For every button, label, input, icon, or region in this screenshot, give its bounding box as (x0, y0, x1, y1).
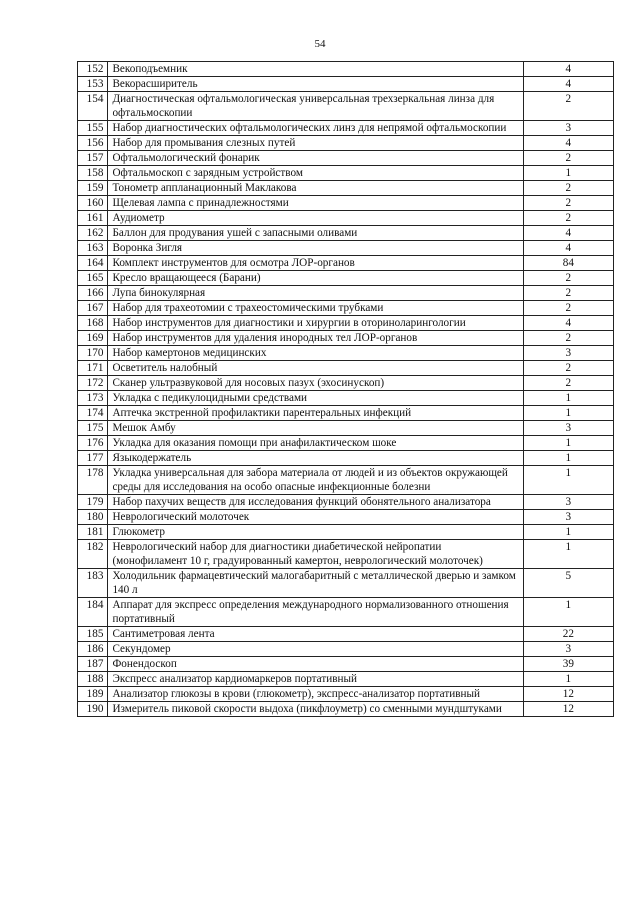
quantity-cell: 4 (523, 316, 613, 331)
item-name-cell: Осветитель налобный (108, 361, 523, 376)
item-name-cell: Набор для промывания слезных путей (108, 136, 523, 151)
table-row (78, 196, 614, 211)
row-number-cell: 167 (78, 301, 108, 316)
row-number-cell: 166 (78, 286, 108, 301)
table-row (78, 136, 614, 151)
table-row (78, 436, 614, 451)
equipment-table (77, 61, 614, 717)
quantity-cell: 2 (523, 181, 613, 196)
row-number-cell: 169 (78, 331, 108, 346)
quantity-cell: 3 (523, 121, 613, 136)
table-row (78, 627, 614, 642)
table-row (78, 62, 614, 77)
table-row (78, 77, 614, 92)
row-number-cell: 190 (78, 702, 108, 717)
quantity-cell: 12 (523, 702, 613, 717)
table-row (78, 569, 614, 598)
row-number-cell: 184 (78, 598, 108, 627)
row-number-cell: 158 (78, 166, 108, 181)
row-number-cell: 171 (78, 361, 108, 376)
row-number-cell: 162 (78, 226, 108, 241)
row-number-cell: 172 (78, 376, 108, 391)
quantity-cell: 1 (523, 166, 613, 181)
quantity-cell: 2 (523, 92, 613, 121)
item-name-cell: Щелевая лампа с принадлежностями (108, 196, 523, 211)
item-name-cell: Набор пахучих веществ для исследования функций обонятельного анализатора (108, 495, 523, 510)
quantity-cell: 2 (523, 361, 613, 376)
row-number-cell: 174 (78, 406, 108, 421)
row-number-cell: 152 (78, 62, 108, 77)
equipment-table-body (78, 62, 614, 717)
quantity-cell: 1 (523, 451, 613, 466)
row-number-cell: 175 (78, 421, 108, 436)
item-name-cell: Кресло вращающееся (Барани) (108, 271, 523, 286)
quantity-cell: 2 (523, 211, 613, 226)
item-name-cell: Аудиометр (108, 211, 523, 226)
item-name-cell: Неврологический молоточек (108, 510, 523, 525)
quantity-cell: 1 (523, 391, 613, 406)
item-name-cell: Векоподъемник (108, 62, 523, 77)
row-number-cell: 161 (78, 211, 108, 226)
page-number: 54 (314, 38, 326, 50)
table-row (78, 687, 614, 702)
table-row (78, 391, 614, 406)
table-row (78, 525, 614, 540)
row-number-cell: 157 (78, 151, 108, 166)
item-name-cell: Набор диагностических офтальмологических линз для непрямой офтальмоскопии (108, 121, 523, 136)
quantity-cell: 1 (523, 540, 613, 569)
quantity-cell: 3 (523, 421, 613, 436)
quantity-cell: 3 (523, 510, 613, 525)
item-name-cell: Лупа бинокулярная (108, 286, 523, 301)
quantity-cell: 39 (523, 657, 613, 672)
quantity-cell: 2 (523, 376, 613, 391)
item-name-cell: Экспресс анализатор кардиомаркеров портативный (108, 672, 523, 687)
row-number-cell: 187 (78, 657, 108, 672)
item-name-cell: Аппарат для экспресс определения международного нормализованного отношения портативный (108, 598, 523, 627)
quantity-cell: 1 (523, 598, 613, 627)
quantity-cell: 5 (523, 569, 613, 598)
quantity-cell: 1 (523, 525, 613, 540)
row-number-cell: 156 (78, 136, 108, 151)
item-name-cell: Сканер ультразвуковой для носовых пазух (эхосинускоп) (108, 376, 523, 391)
item-name-cell: Аптечка экстренной профилактики парентеральных инфекций (108, 406, 523, 421)
table-row (78, 241, 614, 256)
table-row (78, 92, 614, 121)
table-row (78, 376, 614, 391)
table-row (78, 211, 614, 226)
item-name-cell: Набор инструментов для удаления инородных тел ЛОР-органов (108, 331, 523, 346)
quantity-cell: 4 (523, 241, 613, 256)
row-number-cell: 178 (78, 466, 108, 495)
table-row (78, 151, 614, 166)
quantity-cell: 1 (523, 466, 613, 495)
row-number-cell: 177 (78, 451, 108, 466)
quantity-cell: 1 (523, 672, 613, 687)
item-name-cell: Векорасширитель (108, 77, 523, 92)
row-number-cell: 154 (78, 92, 108, 121)
table-row (78, 672, 614, 687)
table-row (78, 702, 614, 717)
quantity-cell: 22 (523, 627, 613, 642)
item-name-cell: Глюкометр (108, 525, 523, 540)
quantity-cell: 4 (523, 136, 613, 151)
row-number-cell: 163 (78, 241, 108, 256)
quantity-cell: 12 (523, 687, 613, 702)
row-number-cell: 160 (78, 196, 108, 211)
row-number-cell: 159 (78, 181, 108, 196)
quantity-cell: 4 (523, 77, 613, 92)
item-name-cell: Набор для трахеотомии с трахеостомическими трубками (108, 301, 523, 316)
row-number-cell: 168 (78, 316, 108, 331)
table-row (78, 331, 614, 346)
quantity-cell: 2 (523, 196, 613, 211)
item-name-cell: Фонендоскоп (108, 657, 523, 672)
item-name-cell: Неврологический набор для диагностики диабетической нейропатии (монофиламент 10 г, градуированный камертон, неврологический молоточек) (108, 540, 523, 569)
quantity-cell: 2 (523, 331, 613, 346)
row-number-cell: 180 (78, 510, 108, 525)
item-name-cell: Холодильник фармацевтический малогабаритный с металлической дверью и замком 140 л (108, 569, 523, 598)
table-row (78, 301, 614, 316)
table-row (78, 451, 614, 466)
row-number-cell: 183 (78, 569, 108, 598)
quantity-cell: 2 (523, 151, 613, 166)
table-row (78, 540, 614, 569)
row-number-cell: 185 (78, 627, 108, 642)
quantity-cell: 4 (523, 226, 613, 241)
item-name-cell: Укладка с педикулоцидными средствами (108, 391, 523, 406)
table-row (78, 271, 614, 286)
quantity-cell: 1 (523, 406, 613, 421)
table-row (78, 361, 614, 376)
item-name-cell: Секундомер (108, 642, 523, 657)
item-name-cell: Офтальмоскоп с зарядным устройством (108, 166, 523, 181)
item-name-cell: Диагностическая офтальмологическая универсальная трехзеркальная линза для офтальмоскопии (108, 92, 523, 121)
row-number-cell: 173 (78, 391, 108, 406)
item-name-cell: Укладка для оказания помощи при анафилактическом шоке (108, 436, 523, 451)
table-row (78, 256, 614, 271)
row-number-cell: 170 (78, 346, 108, 361)
quantity-cell: 2 (523, 301, 613, 316)
table-row (78, 657, 614, 672)
quantity-cell: 3 (523, 495, 613, 510)
quantity-cell: 3 (523, 642, 613, 657)
row-number-cell: 179 (78, 495, 108, 510)
row-number-cell: 189 (78, 687, 108, 702)
item-name-cell: Тонометр аппланационный Маклакова (108, 181, 523, 196)
quantity-cell: 1 (523, 436, 613, 451)
table-row (78, 121, 614, 136)
table-row (78, 466, 614, 495)
item-name-cell: Комплект инструментов для осмотра ЛОР-органов (108, 256, 523, 271)
table-row (78, 406, 614, 421)
quantity-cell: 3 (523, 346, 613, 361)
row-number-cell: 155 (78, 121, 108, 136)
row-number-cell: 164 (78, 256, 108, 271)
table-row (78, 510, 614, 525)
row-number-cell: 153 (78, 77, 108, 92)
table-row (78, 598, 614, 627)
table-row (78, 226, 614, 241)
quantity-cell: 4 (523, 62, 613, 77)
item-name-cell: Измеритель пиковой скорости выдоха (пикфлоуметр) со сменными мундштуками (108, 702, 523, 717)
table-row (78, 166, 614, 181)
table-row (78, 495, 614, 510)
table-row (78, 642, 614, 657)
row-number-cell: 176 (78, 436, 108, 451)
quantity-cell: 2 (523, 286, 613, 301)
item-name-cell: Укладка универсальная для забора материала от людей и из объектов окружающей среды для исследования на особо опасные инфекционные болезни (108, 466, 523, 495)
row-number-cell: 182 (78, 540, 108, 569)
table-row (78, 346, 614, 361)
item-name-cell: Набор камертонов медицинских (108, 346, 523, 361)
item-name-cell: Офтальмологический фонарик (108, 151, 523, 166)
row-number-cell: 181 (78, 525, 108, 540)
item-name-cell: Баллон для продувания ушей с запасными оливами (108, 226, 523, 241)
item-name-cell: Сантиметровая лента (108, 627, 523, 642)
quantity-cell: 2 (523, 271, 613, 286)
row-number-cell: 188 (78, 672, 108, 687)
table-row (78, 286, 614, 301)
item-name-cell: Воронка Зигля (108, 241, 523, 256)
row-number-cell: 186 (78, 642, 108, 657)
item-name-cell: Анализатор глюкозы в крови (глюкометр), экспресс-анализатор портативный (108, 687, 523, 702)
item-name-cell: Набор инструментов для диагностики и хирургии в оториноларингологии (108, 316, 523, 331)
table-row (78, 316, 614, 331)
table-row (78, 181, 614, 196)
item-name-cell: Языкодержатель (108, 451, 523, 466)
item-name-cell: Мешок Амбу (108, 421, 523, 436)
table-row (78, 421, 614, 436)
quantity-cell: 84 (523, 256, 613, 271)
row-number-cell: 165 (78, 271, 108, 286)
